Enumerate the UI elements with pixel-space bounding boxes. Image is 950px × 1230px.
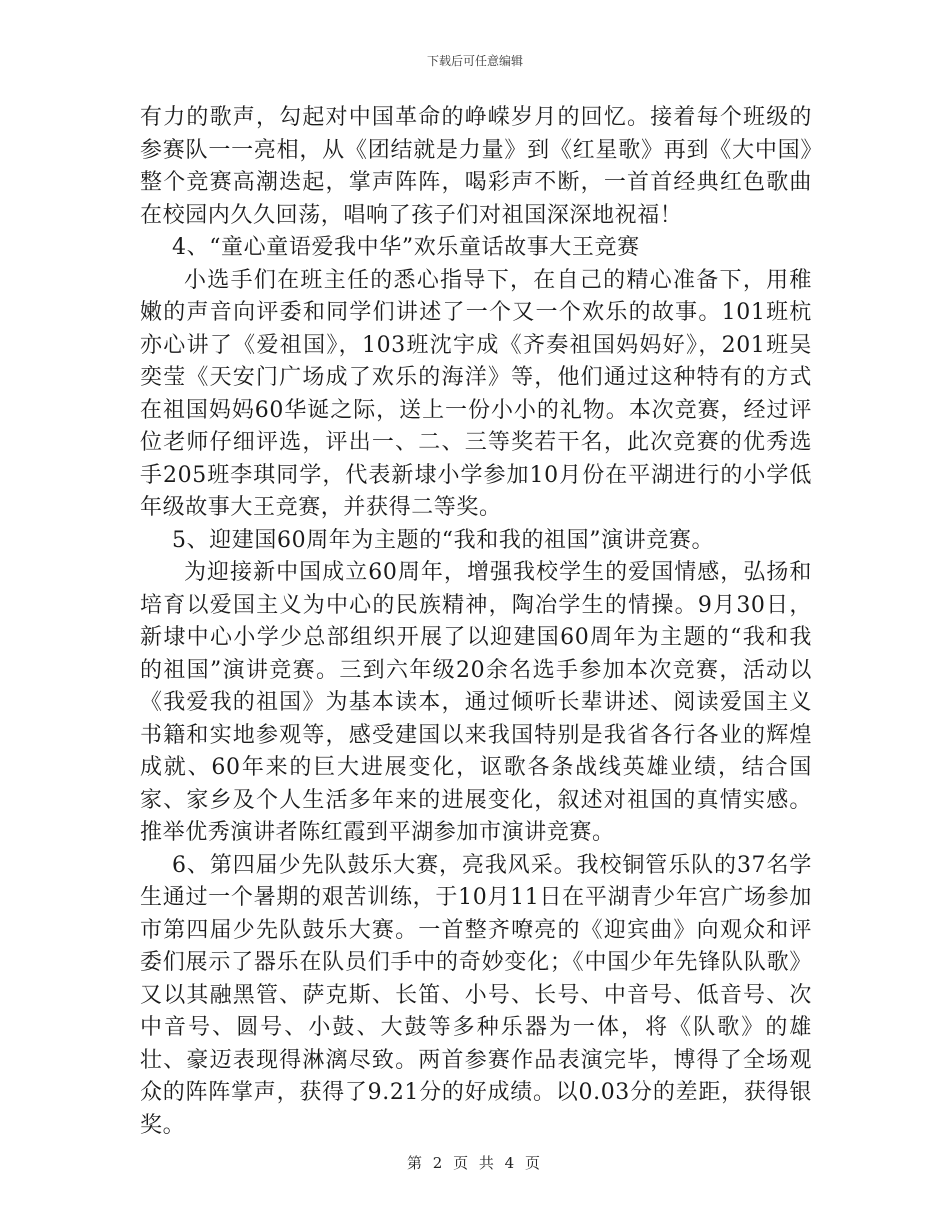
- section-heading-6-band-contest: 6、第四届少先队鼓乐大赛，亮我风采。我校铜管乐队的37名学生通过一个暑期的艰苦训练，于10月11日在平湖青少年宫广场参加市第四届少先队鼓乐大赛。一首整齐嘹亮的《迎宾曲》向观众和评委们展示了器乐在队员们手中的奇妙变化；《中国少年先锋队队歌》又以其融黑管、萨克斯、长笛、小号、长号、中音号、低音号、次中音号、圆号、小鼓、大鼓等多种乐器为一体，将《队歌》的雄壮、豪迈表现得淋漓尽致。两首参赛作品表演完毕，博得了全场观众的阵阵掌声，获得了9.21分的好成绩。以0.03分的差距，获得银奖。: [140, 852, 812, 1138]
- section-heading-5: 5、迎建国60周年为主题的“我和我的祖国”演讲竞赛。: [172, 527, 715, 553]
- page-number: 第 2 页 共 4 页: [407, 1154, 543, 1172]
- paragraph-story-contest: 小选手们在班主任的悉心指导下，在自己的精心准备下，用稚嫩的声音向评委和同学们讲述了一个又一个欢乐的故事。101班杭亦心讲了《爱祖国》，103班沈宇成《齐奏祖国妈妈好》，201班吴奕莹《天安门广场成了欢乐的海洋》等，他们通过这种特有的方式在祖国妈妈60华诞之际，送上一份小小的礼物。本次竞赛，经过评位老师仔细评选，评出一、二、三等奖若干名，此次竞赛的优秀选手205班李琪同学，代表新埭小学参加10月份在平湖进行的小学低年级故事大王竞赛，并获得二等奖。: [140, 267, 812, 520]
- section-heading-4: 4、“童心童语爱我中华”欢乐童话故事大王竞赛: [172, 235, 640, 260]
- paragraph-speech-contest: 为迎接新中国成立60周年，增强我校学生的爱国情感，弘扬和培育以爱国主义为中心的民族精神，陶冶学生的情操。9月30日，新埭中心小学少总部组织开展了以迎建国60周年为主题的“我和我的祖国”演讲竞赛。三到六年级20余名选手参加本次竞赛，活动以《我爱我的祖国》为基本读本，通过倾听长辈讲述、阅读爱国主义书籍和实地参观等，感受建国以来我国特别是我省各行各业的辉煌成就、60年来的巨大进展变化，讴歌各条战线英雄业绩，结合国家、家乡及个人生活多年来的进展变化，叙述对祖国的真情实感。推举优秀演讲者陈红霞到平湖参加市演讲竞赛。: [140, 560, 812, 845]
- document-body: [140, 102, 812, 1142]
- page-header: 下载后可任意编辑: [426, 54, 523, 68]
- paragraph-continuation: 有力的歌声，勾起对中国革命的峥嵘岁月的回忆。接着每个班级的参赛队一一亮相，从《团结就是力量》到《红星歌》再到《大中国》整个竞赛高潮迭起，掌声阵阵，喝彩声不断，一首首经典红色歌曲在校园内久久回荡，唱响了孩子们对祖国深深地祝福！: [140, 105, 812, 228]
